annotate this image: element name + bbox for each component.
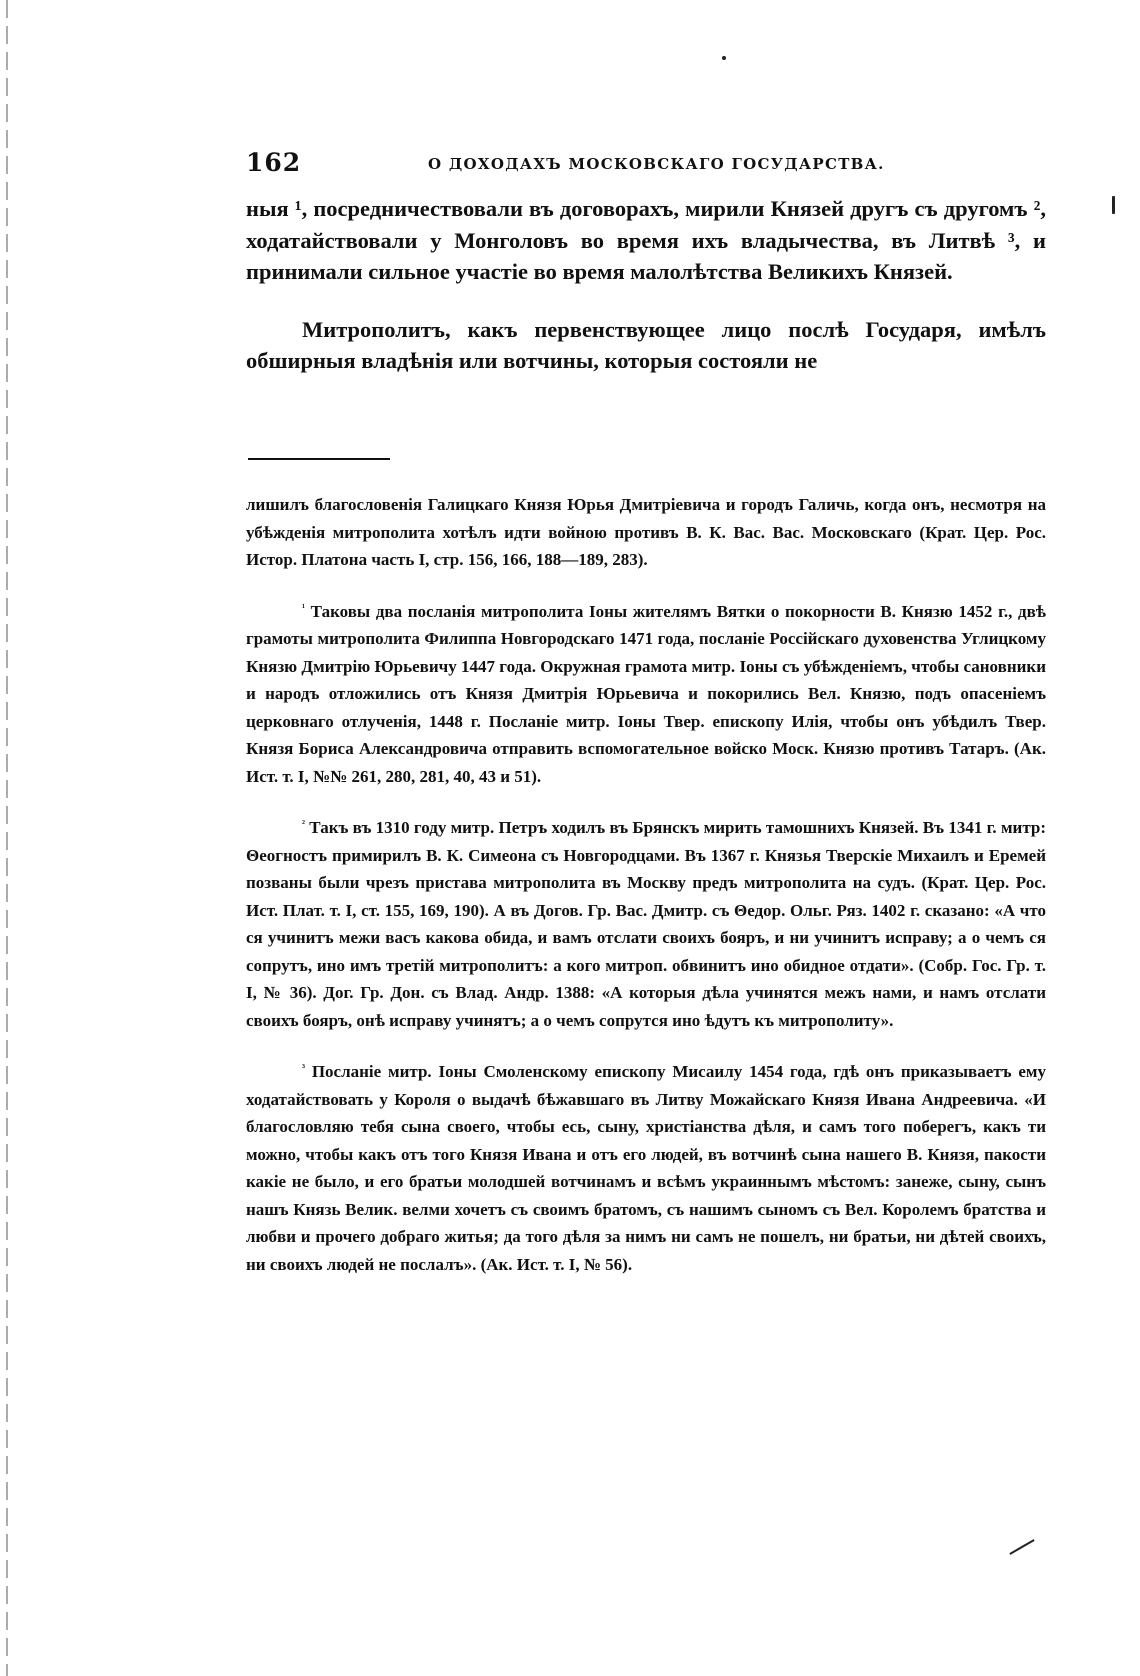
running-head: О ДОХОДАХЪ МОСКОВСКАГО ГОСУДАРСТВА. <box>428 155 885 173</box>
footnotes <box>246 491 1046 1278</box>
footnote-rule <box>248 458 390 460</box>
pencil-mark <box>1009 1539 1034 1555</box>
footnote-marker: ³ <box>302 1062 305 1074</box>
main-paragraph: Митрополитъ, какъ первенствующее лицо послѣ Государя, имѣлъ обширныя владѣнія или вотчины, которыя состояли не <box>246 316 1046 373</box>
page-number: 162 <box>246 148 302 177</box>
page-header <box>246 148 1036 182</box>
footnote-text: Такъ въ 1310 году митр. Петръ ходилъ въ Брянскъ мирить тамошнихъ Князей. Въ 1341 г. митр: Θеогностъ примирилъ В. К. Симеона съ Новгородцами. Въ 1367 г. Князья Тверскіе Михаилъ и Еремей позваны были чрезъ пристава митрополита въ Москву предъ митрополита на судъ. (Крат. Цер. Рос. Ист. Плат. т. I, ст. 155, 169, 190). А въ Догов. Гр. Вас. Дмитр. съ Θедор. Ольг. Ряз. 1402 г. сказано: «А что ся учинитъ межи васъ какова обида, и вамъ отслати своихъ бояръ, и ни учинитъ исправу; а о чемъ ся сопрутъ, ино имъ третій митрополитъ: а кого митроп. обвинитъ ино обидное отдати». (Собр. Гос. Гр. т. I, № 36). Дог. Гр. Дон. съ Влад. Андр. 1388: «А которыя дѣла учинятся межъ нами, и намъ отслати своихъ бояръ, онѣ исправу учинятъ; а о чемъ сопрутся ино ѣдутъ къ митрополиту». <box>246 818 1046 1030</box>
footnote-marker: ² <box>302 818 305 830</box>
footnote <box>246 814 1046 1034</box>
footnote-continuation: лишилъ благословенія Галицкаго Князя Юрья Дмитріевича и городъ Галичь, когда онъ, несмотря на убѣжденія митрополита хотѣлъ идти войною противъ В. К. Вас. Вас. Московскаго (Крат. Цер. Рос. Истор. Платона часть I, стр. 156, 166, 188—189, 283). <box>246 495 1046 569</box>
footnote-text: Посланіе митр. Іоны Смоленскому епископу Мисаилу 1454 года, гдѣ онъ приказываетъ ему ходатайствовать у Короля о выдачѣ бѣжавшаго въ Литву Можайскаго Князя Ивана Андреевича. «И благословляю тебя сына своего, чтобы есь, сыну, христіанства дѣля, и самъ того поберегъ, какъ ти можно, чтобы какъ отъ того Князя Ивана и отъ его людей, въ вотчинѣ сына нашего В. Князя, пакости какіе не было, и его братьи молодшей вотчинамъ и всѣмъ украиннымъ мѣстомъ: занеже, сыну, сынъ нашъ Князь Велик. велми хочетъ съ своимъ братомъ, съ нашимъ сыномъ съ Вел. Королемъ братства и любви и прочего добраго житья; да того дѣля за нимъ ни самъ не пошелъ, ни братьи, ни дѣтей своихъ, ни своихъ людей не послалъ». (Ак. Ист. т. I, № 56). <box>246 1062 1046 1274</box>
footnote <box>246 598 1046 791</box>
main-text <box>246 193 1046 377</box>
scan-edge-mark <box>6 0 8 1676</box>
main-paragraph: ныя ¹, посредничествовали въ договорахъ, мирили Князей другъ съ другомъ ², ходатайствовали у Монголовъ во время ихъ владычества, въ Литвѣ ³, и принимали сильное участіе во время малолѣтства Великихъ Князей. <box>246 196 1046 284</box>
footnote <box>246 1058 1046 1278</box>
footnote-marker: ¹ <box>302 601 305 613</box>
scan-speck <box>1112 196 1115 214</box>
scan-speck <box>722 56 726 60</box>
footnote-text: Таковы два посланія митрополита Іоны жителямъ Вятки о покорности В. Князю 1452 г., двѣ грамоты митрополита Филиппа Новгородскаго 1471 года, посланіе Россійскаго духовенства Углицкому Князю Дмитрію Юрьевичу 1447 года. Окружная грамота митр. Іоны съ убѣжденіемъ, чтобы сановники и народъ отложились отъ Князя Дмитрія Юрьевича и покорились Вел. Князю, подъ опасеніемъ церковнаго отлученія, 1448 г. Посланіе митр. Іоны Твер. епископу Илія, чтобы онъ убѣдилъ Твер. Князя Бориса Александровича отправить вспомогательное войско Моск. Князю противъ Татаръ. (Ак. Ист. т. I, №№ 261, 280, 281, 40, 43 и 51). <box>246 601 1047 786</box>
